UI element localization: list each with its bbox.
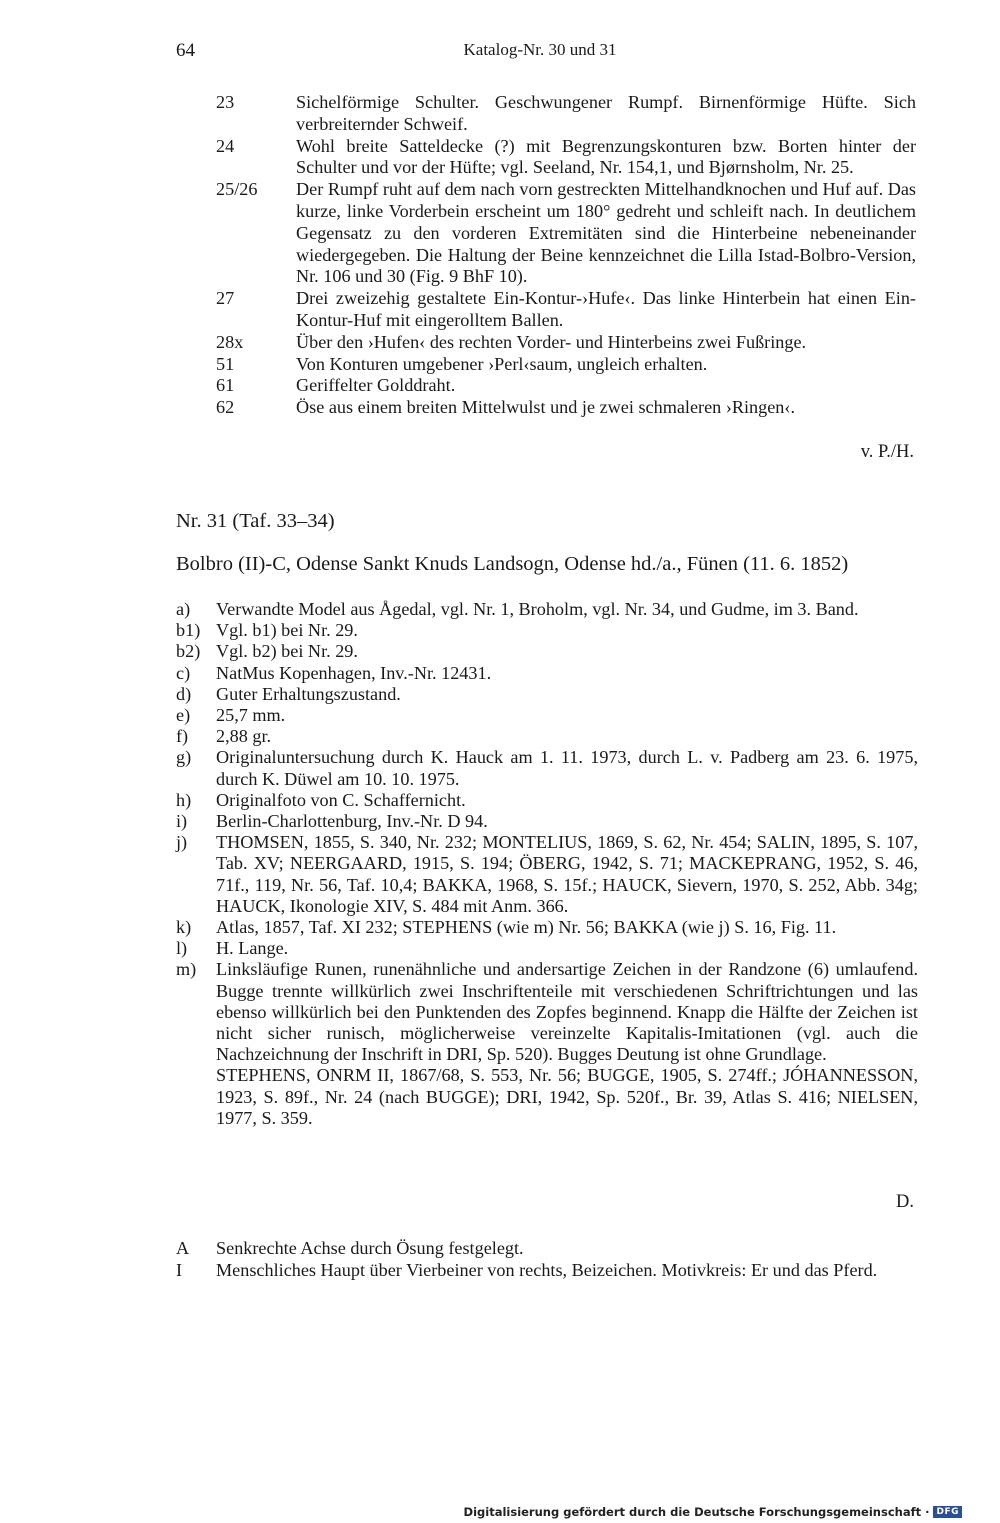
field-text: H. Lange. [216,938,289,959]
note-number: 61 [216,375,235,396]
field-text: Atlas, 1857, Taf. XI 232; STEPHENS (wie m) Nr. 56; BAKKA (wie j) S. 16, Fig. 11. [216,917,837,938]
note-number: 51 [216,353,235,374]
motif-list [176,1238,918,1282]
field-text: Vgl. b2) bei Nr. 29. [216,641,358,662]
running-head: Katalog-Nr. 30 und 31 [463,40,617,59]
field-row [176,663,918,684]
field-row [176,747,918,789]
field-key: l) [176,938,188,959]
field-key: h) [176,789,192,810]
field-row [176,938,918,959]
entry-heading: Nr. 31 (Taf. 33–34) [176,510,335,532]
field-key: e) [176,705,191,726]
field-row [176,726,918,747]
motif-text: Menschliches Haupt über Vierbeiner von rechts, Beizeichen. Motivkreis: Er und das Pferd. [216,1259,878,1280]
entry-title: Bolbro (II)-C, Odense Sankt Knuds Landsogn, Odense hd./a., Fünen (11. 6. 1852) [176,553,849,575]
field-row [176,832,918,917]
field-row [176,811,918,832]
note-row [216,354,916,376]
field-text: 2,88 gr. [216,726,272,747]
field-row [176,917,918,938]
field-key: m) [176,959,197,980]
note-row [216,375,916,397]
note-text: Der Rumpf ruht auf dem nach vorn gestreckten Mittelhandknochen und Huf auf. Das kurze, linke Vorderbein erscheint um 180° gedreht und schleift nach. In deutlichem Gegensatz zu den vorderen Extremitäten sind die Hinterbeine nebeneinander wiedergegeben. Die Haltung der Beine kennzeichnet die Lilla Istad-Bolbro-Version, Nr. 106 und 30 (Fig. 9 BhF 10). [296,179,916,287]
note-number: 24 [216,135,235,156]
field-key: a) [176,599,191,619]
field-text: Originalfoto von C. Schaffernicht. [216,789,466,810]
field-key: k) [176,917,192,938]
field-key: c) [176,662,191,683]
motif-key: A [176,1238,190,1258]
field-text: Vgl. b1) bei Nr. 29. [216,620,358,641]
note-row [216,332,916,354]
field-text: NatMus Kopenhagen, Inv.-Nr. 12431. [216,662,492,683]
note-row [216,397,916,419]
field-row [176,684,918,705]
motif-row [176,1238,918,1260]
motif-row [176,1260,918,1282]
author-signature: v. P./H. [860,442,914,462]
field-text: Guter Erhaltungszustand. [216,683,401,704]
field-key: g) [176,747,192,768]
note-text: Drei zweizehig gestaltete Ein-Kontur-›Hufe‹. Das linke Hinterbein hat einen Ein-Kontur-Huf mit eingerolltem Ballen. [296,288,916,330]
field-key: i) [176,811,188,832]
field-text: Originaluntersuchung durch K. Hauck am 1. 11. 1973, durch L. v. Padberg am 23. 6. 1975, durch K. Düwel am 10. 10. 1975. [216,747,918,789]
motif-text: Senkrechte Achse durch Ösung festgelegt. [216,1238,524,1258]
field-row [176,959,918,1129]
dfg-logo: DFG [933,1506,962,1518]
note-number: 28x [216,331,244,352]
field-key: b2) [176,641,201,662]
field-key: f) [176,726,189,747]
note-number: 27 [216,288,235,309]
note-row [216,92,916,136]
field-text: 25,7 mm. [216,705,286,726]
field-key: j) [176,832,188,853]
note-row [216,288,916,332]
field-row [176,620,918,641]
note-row [216,179,916,288]
note-text: Geriffelter Golddraht. [296,375,456,396]
field-key: b1) [176,620,201,641]
note-number: 25/26 [216,179,258,200]
funding-credit [464,1505,962,1519]
note-text: Sichelförmige Schulter. Geschwungener Rumpf. Birnenförmige Hüfte. Sich verbreiternder Schweif. [296,92,916,134]
field-key: d) [176,683,192,704]
note-number: 62 [216,397,235,418]
motif-key: I [176,1259,183,1280]
field-text: Berlin-Charlottenburg, Inv.-Nr. D 94. [216,811,488,832]
page-number: 64 [176,40,195,61]
field-text-references: STEPHENS, ONRM II, 1867/68, S. 553, Nr. 56; BUGGE, 1905, S. 274ff.; JÓHANNESSON, 1923, S. 89f., Nr. 24 (nach BUGGE); DRI, 1942, Sp. 520f., Br. 39, Atlas S. 416; NIELSEN, 1977, S. 359. [216,1065,918,1128]
field-row [176,705,918,726]
field-text: THOMSEN, 1855, S. 340, Nr. 232; MONTELIUS, 1869, S. 62, Nr. 454; SALIN, 1895, S. 107, Tab. XV; NEERGAARD, 1915, S. 194; ÖBERG, 1942, S. 71; MACKEPRANG, 1952, S. 46, 71f., 119, Nr. 56, Taf. 10,4; BAKKA, 1968, S. 15f.; HAUCK, Sievern, 1970, S. 252, Abb. 34g; HAUCK, Ikonologie XIV, S. 484 mit Anm. 366. [216,832,918,916]
field-row [176,599,918,620]
note-text: Wohl breite Satteldecke (?) mit Begrenzungskonturen bzw. Borten hinter der Schulter und vor der Hüfte; vgl. Seeland, Nr. 154,1, und Bjørnsholm, Nr. 25. [296,135,916,178]
field-text: Verwandte Model aus Ågedal, vgl. Nr. 1, Broholm, vgl. Nr. 34, und Gudme, im 3. Band. [216,599,859,619]
note-number: 23 [216,92,235,112]
note-text: Von Konturen umgebener ›Perl‹saum, ungleich erhalten. [296,353,708,374]
author-signature: D. [896,1192,914,1212]
note-text: Öse aus einem breiten Mittelwulst und je zwei schmaleren ›Ringen‹. [296,397,796,418]
field-row [176,790,918,811]
catalog-fields [176,599,918,1129]
note-row [216,136,916,180]
field-row [176,641,918,662]
field-text: Linksläufige Runen, runenähnliche und andersartige Zeichen in der Randzone (6) umlaufend. Bugge trennte willkürlich zwei Inschriftenteile mit verschiedenen Schriftrichtungen und las ebenso willkürlich bei den Punktenden des Zopfes beginnend. Knapp die Hälfte der Zeichen ist nicht sicher runisch, möglicherweise vereinzelte Kapitalis-Imitationen (vgl. auch die Nachzeichnung der Inschrift in DRI, Sp. 520). Bugges Deutung ist ohne Grundlage. [216,959,918,1065]
notes-list [216,92,916,419]
funding-credit-text: Digitalisierung gefördert durch die Deutsche Forschungsgemeinschaft · [463,1505,930,1519]
note-text: Über den ›Hufen‹ des rechten Vorder- und Hinterbeins zwei Fußringe. [296,331,807,352]
